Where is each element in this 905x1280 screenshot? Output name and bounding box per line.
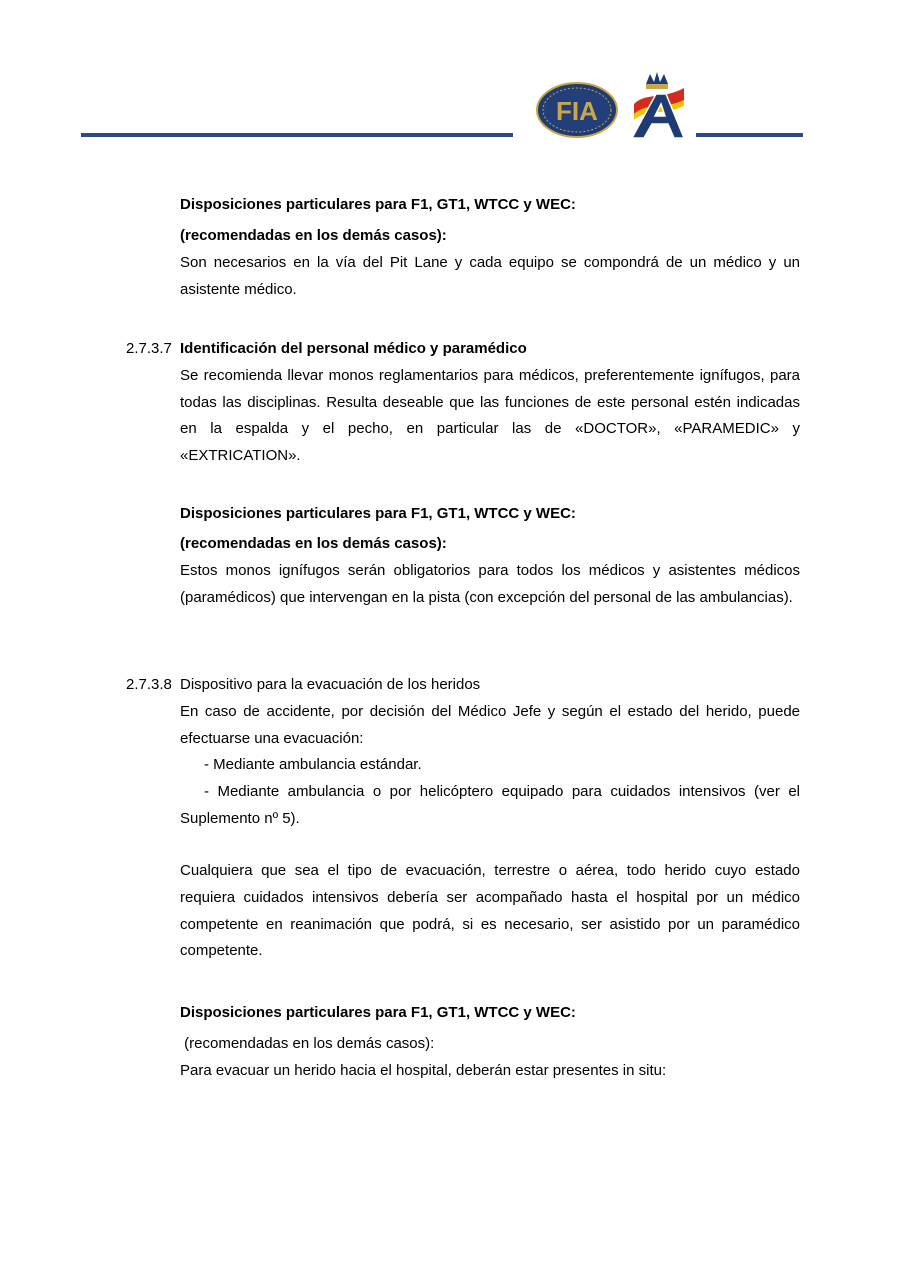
section-title: Dispositivo para la evacuación de los heridos [180, 676, 481, 693]
provisions-title: Disposiciones particulares para F1, GT1, WTCC y WEC: [180, 505, 576, 522]
fia-logo [536, 82, 618, 138]
fia-logo-text: FIA [556, 96, 598, 126]
rfeda-logo [624, 70, 690, 140]
header-rule-left [81, 133, 513, 137]
provisions-block-2 [180, 501, 800, 528]
provisions-block-1-body [180, 223, 800, 303]
provisions-block-2-body [180, 531, 800, 611]
section-number: 2.7.3.8 [126, 676, 172, 693]
provisions-subtitle: (recomendadas en los demás casos): [180, 535, 447, 552]
section-text: Se recomienda llevar monos reglamentarios para médicos, preferentemente ignífugos, para todas las disciplinas. Resulta deseable que las funciones de este personal estén indicadas en la espalda y el pecho, en particular las de «DOCTOR», «PARAMEDIC» y «EXTRICATION». [180, 366, 800, 465]
provisions-subtitle: (recomendadas en los demás casos): [180, 227, 447, 244]
provisions-block-3-body [180, 1031, 800, 1085]
section-title: Identificación del personal médico y paramédico [180, 340, 527, 357]
list-item: - Mediante ambulancia estándar. [204, 756, 422, 774]
section-text: Cualquiera que sea el tipo de evacuación, terrestre o aérea, todo herido cuyo estado requiera cuidados intensivos debería ser acompañado hasta el hospital por un médico competente en reanimación que podrá, si es necesario, ser asistido por un paramédico competente. [180, 862, 800, 960]
provisions-block-1 [180, 192, 800, 219]
list-item: - Mediante ambulancia o por helicóptero equipado para cuidados intensivos (ver el Suplemento nº 5). [180, 783, 800, 827]
provisions-text: Son necesarios en la vía del Pit Lane y cada equipo se compondrá de un médico y un asistente médico. [180, 253, 800, 298]
header-rule-right [696, 133, 803, 137]
provisions-title: Disposiciones particulares para F1, GT1, WTCC y WEC: [180, 196, 576, 213]
provisions-subtitle: (recomendadas en los demás casos): [180, 1035, 435, 1052]
provisions-text: Para evacuar un herido hacia el hospital, deberán estar presentes in situ: [180, 1061, 667, 1079]
section-2-7-3-7 [180, 336, 800, 470]
section-number: 2.7.3.7 [126, 340, 172, 357]
section-text: En caso de accidente, por decisión del Médico Jefe y según el estado del herido, puede efectuarse una evacuación: [180, 702, 800, 747]
provisions-text: Estos monos ignífugos serán obligatorios para todos los médicos y asistentes médicos (paramédicos) que intervengan en la pista (con excepción del personal de las ambulancias). [180, 561, 800, 606]
section-2-7-3-8-para2 [180, 858, 800, 965]
provisions-title: Disposiciones particulares para F1, GT1, WTCC y WEC: [180, 1004, 576, 1021]
provisions-block-3 [180, 1000, 800, 1027]
section-2-7-3-8 [180, 672, 800, 833]
